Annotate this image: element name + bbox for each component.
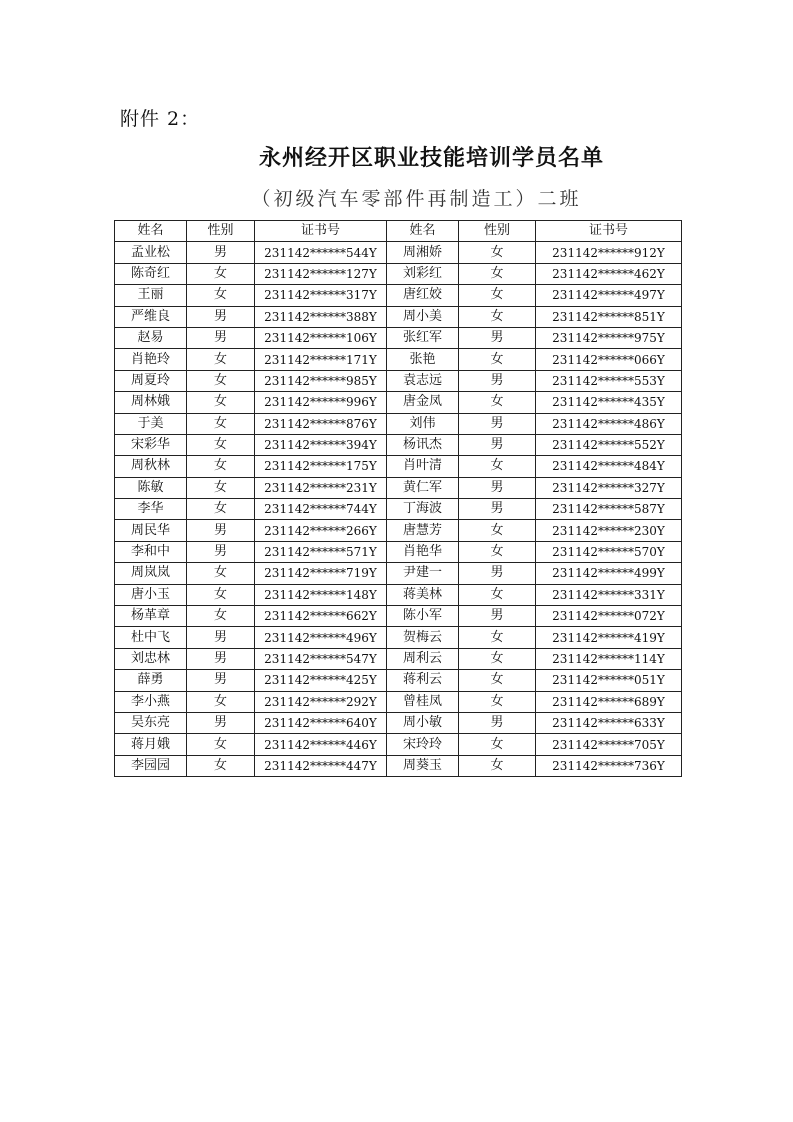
table-row (115, 413, 682, 434)
trainee-gender: 女 (187, 606, 255, 627)
certificate-number: 231142******744Y (255, 499, 387, 520)
page-subtitle: （初级汽车零部件再制造工）二班 (251, 188, 582, 210)
trainee-roster-table (114, 220, 682, 777)
trainee-name: 严维良 (115, 306, 187, 327)
trainee-name: 王丽 (115, 285, 187, 306)
trainee-gender: 女 (459, 349, 536, 370)
certificate-number: 231142******230Y (536, 520, 682, 541)
trainee-name: 陈奇红 (115, 263, 187, 284)
trainee-gender: 男 (459, 563, 536, 584)
table-row (115, 499, 682, 520)
certificate-number: 231142******171Y (255, 349, 387, 370)
certificate-number: 231142******975Y (536, 327, 682, 348)
certificate-number: 231142******148Y (255, 584, 387, 605)
certificate-number: 231142******544Y (255, 242, 387, 263)
table-row (115, 712, 682, 733)
table-header-row (115, 221, 682, 242)
trainee-gender: 女 (459, 263, 536, 284)
trainee-gender: 男 (187, 648, 255, 669)
trainee-name: 黄仁军 (387, 477, 459, 498)
trainee-name: 周小美 (387, 306, 459, 327)
table-row (115, 627, 682, 648)
certificate-number: 231142******876Y (255, 413, 387, 434)
trainee-name: 杜中飞 (115, 627, 187, 648)
certificate-number: 231142******051Y (536, 670, 682, 691)
trainee-gender: 男 (459, 327, 536, 348)
table-row (115, 434, 682, 455)
trainee-name: 陈小军 (387, 606, 459, 627)
header-certificate-left: 证书号 (255, 221, 387, 242)
trainee-name: 周秋林 (115, 456, 187, 477)
certificate-number: 231142******462Y (536, 263, 682, 284)
trainee-name: 唐红姣 (387, 285, 459, 306)
trainee-gender: 女 (187, 499, 255, 520)
table-row (115, 456, 682, 477)
trainee-name: 宋玲玲 (387, 734, 459, 755)
trainee-gender: 女 (459, 392, 536, 413)
trainee-name: 张红军 (387, 327, 459, 348)
certificate-number: 231142******175Y (255, 456, 387, 477)
trainee-gender: 女 (459, 584, 536, 605)
certificate-number: 231142******394Y (255, 434, 387, 455)
trainee-gender: 女 (187, 734, 255, 755)
trainee-gender: 男 (459, 499, 536, 520)
certificate-number: 231142******072Y (536, 606, 682, 627)
trainee-gender: 女 (187, 349, 255, 370)
certificate-number: 231142******496Y (255, 627, 387, 648)
table-row (115, 242, 682, 263)
table-row (115, 349, 682, 370)
page-title: 永州经开区职业技能培训学员名单 (258, 146, 604, 171)
trainee-gender: 女 (187, 434, 255, 455)
certificate-number: 231142******446Y (255, 734, 387, 755)
table-row (115, 691, 682, 712)
trainee-name: 李小燕 (115, 691, 187, 712)
trainee-name: 刘彩红 (387, 263, 459, 284)
header-certificate-right: 证书号 (536, 221, 682, 242)
certificate-number: 231142******114Y (536, 648, 682, 669)
trainee-name: 肖叶清 (387, 456, 459, 477)
trainee-name: 贺梅云 (387, 627, 459, 648)
trainee-gender: 女 (459, 627, 536, 648)
trainee-gender: 女 (459, 520, 536, 541)
table-row (115, 520, 682, 541)
header-name-left: 姓名 (115, 221, 187, 242)
certificate-number: 231142******484Y (536, 456, 682, 477)
certificate-number: 231142******912Y (536, 242, 682, 263)
trainee-name: 尹建一 (387, 563, 459, 584)
trainee-name: 肖艳华 (387, 541, 459, 562)
table-body (115, 242, 682, 777)
certificate-number: 231142******331Y (536, 584, 682, 605)
certificate-number: 231142******547Y (255, 648, 387, 669)
table-row (115, 477, 682, 498)
table-row (115, 734, 682, 755)
trainee-gender: 女 (187, 691, 255, 712)
trainee-gender: 男 (459, 712, 536, 733)
certificate-number: 231142******066Y (536, 349, 682, 370)
trainee-gender: 男 (187, 242, 255, 263)
certificate-number: 231142******553Y (536, 370, 682, 391)
table-row (115, 285, 682, 306)
trainee-gender: 男 (459, 606, 536, 627)
header-gender-right: 性别 (459, 221, 536, 242)
trainee-name: 刘忠林 (115, 648, 187, 669)
trainee-name: 周小敏 (387, 712, 459, 733)
trainee-gender: 女 (459, 541, 536, 562)
trainee-name: 蒋月娥 (115, 734, 187, 755)
trainee-name: 李华 (115, 499, 187, 520)
table-row (115, 263, 682, 284)
trainee-gender: 女 (459, 648, 536, 669)
table-row (115, 755, 682, 776)
trainee-gender: 女 (459, 306, 536, 327)
trainee-name: 蒋美林 (387, 584, 459, 605)
certificate-number: 231142******499Y (536, 563, 682, 584)
trainee-name: 薛勇 (115, 670, 187, 691)
table-row (115, 392, 682, 413)
certificate-number: 231142******587Y (536, 499, 682, 520)
certificate-number: 231142******851Y (536, 306, 682, 327)
trainee-name: 陈敏 (115, 477, 187, 498)
certificate-number: 231142******425Y (255, 670, 387, 691)
certificate-number: 231142******552Y (536, 434, 682, 455)
trainee-name: 张艳 (387, 349, 459, 370)
trainee-name: 杨讯杰 (387, 434, 459, 455)
table-row (115, 606, 682, 627)
trainee-gender: 女 (187, 370, 255, 391)
trainee-gender: 男 (187, 670, 255, 691)
certificate-number: 231142******435Y (536, 392, 682, 413)
certificate-number: 231142******447Y (255, 755, 387, 776)
trainee-name: 丁海波 (387, 499, 459, 520)
table-row (115, 648, 682, 669)
trainee-gender: 女 (187, 456, 255, 477)
trainee-gender: 男 (187, 627, 255, 648)
trainee-gender: 男 (187, 306, 255, 327)
certificate-number: 231142******388Y (255, 306, 387, 327)
certificate-number: 231142******985Y (255, 370, 387, 391)
trainee-gender: 男 (187, 520, 255, 541)
certificate-number: 231142******662Y (255, 606, 387, 627)
trainee-gender: 女 (187, 263, 255, 284)
trainee-name: 蒋利云 (387, 670, 459, 691)
certificate-number: 231142******292Y (255, 691, 387, 712)
trainee-name: 周林娥 (115, 392, 187, 413)
trainee-name: 唐小玉 (115, 584, 187, 605)
trainee-name: 周葵玉 (387, 755, 459, 776)
trainee-gender: 女 (459, 242, 536, 263)
attachment-label: 附件 2： (120, 108, 201, 130)
trainee-name: 曾桂凤 (387, 691, 459, 712)
trainee-gender: 女 (459, 456, 536, 477)
certificate-number: 231142******640Y (255, 712, 387, 733)
trainee-name: 袁志远 (387, 370, 459, 391)
trainee-name: 孟业松 (115, 242, 187, 263)
trainee-gender: 女 (187, 755, 255, 776)
trainee-gender: 男 (459, 477, 536, 498)
trainee-gender: 女 (187, 413, 255, 434)
trainee-gender: 男 (459, 413, 536, 434)
trainee-name: 周岚岚 (115, 563, 187, 584)
certificate-number: 231142******231Y (255, 477, 387, 498)
trainee-name: 肖艳玲 (115, 349, 187, 370)
trainee-gender: 女 (187, 392, 255, 413)
trainee-gender: 男 (459, 370, 536, 391)
certificate-number: 231142******497Y (536, 285, 682, 306)
trainee-name: 吴东亮 (115, 712, 187, 733)
trainee-name: 宋彩华 (115, 434, 187, 455)
trainee-name: 唐金凤 (387, 392, 459, 413)
trainee-name: 周民华 (115, 520, 187, 541)
trainee-gender: 女 (459, 691, 536, 712)
certificate-number: 231142******996Y (255, 392, 387, 413)
trainee-gender: 男 (187, 541, 255, 562)
table-row (115, 541, 682, 562)
certificate-number: 231142******419Y (536, 627, 682, 648)
trainee-gender: 女 (459, 755, 536, 776)
trainee-name: 唐慧芳 (387, 520, 459, 541)
header-gender-left: 性别 (187, 221, 255, 242)
certificate-number: 231142******266Y (255, 520, 387, 541)
trainee-gender: 男 (187, 712, 255, 733)
header-name-right: 姓名 (387, 221, 459, 242)
certificate-number: 231142******571Y (255, 541, 387, 562)
trainee-name: 刘伟 (387, 413, 459, 434)
trainee-name: 于美 (115, 413, 187, 434)
certificate-number: 231142******327Y (536, 477, 682, 498)
trainee-gender: 女 (187, 285, 255, 306)
certificate-number: 231142******106Y (255, 327, 387, 348)
trainee-gender: 女 (187, 477, 255, 498)
certificate-number: 231142******719Y (255, 563, 387, 584)
certificate-number: 231142******689Y (536, 691, 682, 712)
certificate-number: 231142******127Y (255, 263, 387, 284)
table-row (115, 563, 682, 584)
trainee-gender: 女 (187, 563, 255, 584)
table-row (115, 306, 682, 327)
certificate-number: 231142******317Y (255, 285, 387, 306)
table-row (115, 670, 682, 691)
trainee-name: 周湘娇 (387, 242, 459, 263)
trainee-name: 赵易 (115, 327, 187, 348)
trainee-name: 周夏玲 (115, 370, 187, 391)
trainee-gender: 男 (187, 327, 255, 348)
certificate-number: 231142******633Y (536, 712, 682, 733)
certificate-number: 231142******570Y (536, 541, 682, 562)
trainee-name: 周利云 (387, 648, 459, 669)
certificate-number: 231142******705Y (536, 734, 682, 755)
trainee-gender: 男 (459, 434, 536, 455)
trainee-name: 李和中 (115, 541, 187, 562)
table-row (115, 584, 682, 605)
table-row (115, 370, 682, 391)
certificate-number: 231142******486Y (536, 413, 682, 434)
table-row (115, 327, 682, 348)
trainee-gender: 女 (459, 285, 536, 306)
trainee-name: 杨革章 (115, 606, 187, 627)
trainee-gender: 女 (459, 734, 536, 755)
trainee-gender: 女 (187, 584, 255, 605)
trainee-name: 李园园 (115, 755, 187, 776)
trainee-gender: 女 (459, 670, 536, 691)
certificate-number: 231142******736Y (536, 755, 682, 776)
